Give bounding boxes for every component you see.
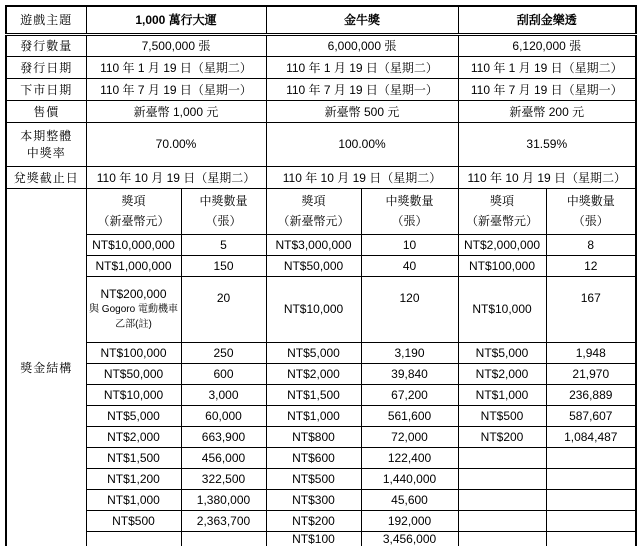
game1-prize-count: 250 <box>181 342 266 363</box>
game1-prize-amount: NT$1,000,000 <box>86 255 181 276</box>
game2-prize-count: 39,840 <box>361 363 458 384</box>
label-issue-date: 發行日期 <box>6 56 86 78</box>
game2-prize-amount: NT$3,000,000 <box>266 234 361 255</box>
game1-prize-count: 2,363,700 <box>181 510 266 531</box>
game3-prize-count <box>546 447 636 468</box>
prize-header-line2: （新臺幣元） <box>277 214 350 228</box>
game2-prize-count: 67,200 <box>361 384 458 405</box>
prize-row-12 <box>6 510 636 531</box>
game3-prize-count: 8 <box>546 234 636 255</box>
game3-prize-amount: NT$2,000,000 <box>458 234 546 255</box>
row-price <box>6 100 636 122</box>
game1-prize-count: 663,900 <box>181 426 266 447</box>
game3-prize-header-amount <box>458 188 546 234</box>
game3-issue-date: 110 年 1 月 19 日（星期二） <box>458 56 636 78</box>
prize-row-5 <box>6 363 636 384</box>
game1-prize-count: 322,500 <box>181 468 266 489</box>
game3-prize-count <box>546 468 636 489</box>
row-prize-header <box>6 188 636 234</box>
game1-delist-date: 110 年 7 月 19 日（星期一） <box>86 78 266 100</box>
game2-redeem-deadline: 110 年 10 月 19 日（星期二） <box>266 166 458 188</box>
game3-quantity: 6,120,000 張 <box>458 34 636 56</box>
game1-prize-amount: NT$10,000,000 <box>86 234 181 255</box>
game2-price: 新臺幣 500 元 <box>266 100 458 122</box>
game2-prize-header-count <box>361 188 458 234</box>
game1-prize-amount: NT$50,000 <box>86 363 181 384</box>
game1-prize-amount: NT$1,500 <box>86 447 181 468</box>
row-game-theme <box>6 6 636 34</box>
game1-prize-amount: NT$2,000 <box>86 426 181 447</box>
game3-prize-amount: NT$200 <box>458 426 546 447</box>
game3-prize-amount <box>458 510 546 531</box>
game1-prize-amount: NT$1,200 <box>86 468 181 489</box>
count-header-line2: （張） <box>572 214 609 228</box>
game3-prize-amount: NT$5,000 <box>458 342 546 363</box>
game2-prize-count: 3,190 <box>361 342 458 363</box>
game2-issue-date: 110 年 1 月 19 日（星期二） <box>266 56 458 78</box>
game1-prize-count: 5 <box>181 234 266 255</box>
game2-prize-count: 3,456,000 <box>361 531 458 546</box>
game2-prize-amount: NT$200 <box>266 510 361 531</box>
game1-prize-count: 3,000 <box>181 384 266 405</box>
game3-prize-header-count <box>546 188 636 234</box>
label-delist-date: 下市日期 <box>6 78 86 100</box>
count-header-line2: （張） <box>205 214 242 228</box>
game2-prize-amount: NT$10,000 <box>266 276 361 342</box>
game3-prize-amount: NT$500 <box>458 405 546 426</box>
row-overall-win-rate <box>6 122 636 166</box>
game3-prize-count: 12 <box>546 255 636 276</box>
game3-prize-count <box>546 276 636 342</box>
game2-prize-amount: NT$100 <box>266 531 361 546</box>
count-header-line2: （張） <box>391 214 428 228</box>
game1-prize-count <box>181 531 266 546</box>
game1-prize-count: 60,000 <box>181 405 266 426</box>
count-value: 167 <box>580 291 601 305</box>
game2-prize-count: 72,000 <box>361 426 458 447</box>
game1-prize-amount: NT$500 <box>86 510 181 531</box>
gogoro-line1: NT$200,000 <box>100 286 167 301</box>
count-value: 20 <box>216 291 231 305</box>
prize-row-13 <box>6 531 636 546</box>
label-game-theme: 遊戲主題 <box>6 6 86 34</box>
game3-prize-amount <box>458 489 546 510</box>
row-issue-quantity <box>6 34 636 56</box>
gogoro-line2: 與 Gogoro 電動機車 <box>89 304 178 316</box>
label-issue-quantity: 發行數量 <box>6 34 86 56</box>
game2-prize-count: 122,400 <box>361 447 458 468</box>
game3-prize-amount: NT$100,000 <box>458 255 546 276</box>
label-overall-win-rate-line1: 本期整體 <box>20 129 73 143</box>
game3-prize-amount <box>458 447 546 468</box>
game2-delist-date: 110 年 7 月 19 日（星期一） <box>266 78 458 100</box>
game3-prize-count: 1,948 <box>546 342 636 363</box>
game2-prize-count: 1,440,000 <box>361 468 458 489</box>
prize-row-3 <box>6 276 636 342</box>
game2-prize-count: 10 <box>361 234 458 255</box>
row-delist-date <box>6 78 636 100</box>
game2-title: 金牛獎 <box>266 6 458 34</box>
game2-prize-header-amount <box>266 188 361 234</box>
game2-prize-amount: NT$300 <box>266 489 361 510</box>
game1-win-rate: 70.00% <box>86 122 266 166</box>
label-price: 售價 <box>6 100 86 122</box>
gogoro-line3: 乙部(註) <box>115 318 152 330</box>
game2-prize-amount: NT$500 <box>266 468 361 489</box>
game1-prize-amount-gogoro <box>86 276 181 342</box>
game1-issue-date: 110 年 1 月 19 日（星期二） <box>86 56 266 78</box>
game3-prize-count: 236,889 <box>546 384 636 405</box>
prize-row-7 <box>6 405 636 426</box>
game2-quantity: 6,000,000 張 <box>266 34 458 56</box>
game1-prize-count <box>181 276 266 342</box>
game3-price: 新臺幣 200 元 <box>458 100 636 122</box>
game1-prize-count: 600 <box>181 363 266 384</box>
game3-redeem-deadline: 110 年 10 月 19 日（星期二） <box>458 166 636 188</box>
game3-prize-amount: NT$10,000 <box>458 276 546 342</box>
game1-prize-amount: NT$10,000 <box>86 384 181 405</box>
game1-prize-header-amount <box>86 188 181 234</box>
prize-header-line2: （新臺幣元） <box>97 214 170 228</box>
game3-prize-count <box>546 510 636 531</box>
game1-price: 新臺幣 1,000 元 <box>86 100 266 122</box>
label-redeem-deadline: 兌獎截止日 <box>6 166 86 188</box>
game2-prize-count: 561,600 <box>361 405 458 426</box>
game3-prize-count: 21,970 <box>546 363 636 384</box>
game1-prize-amount: NT$5,000 <box>86 405 181 426</box>
game1-prize-count: 1,380,000 <box>181 489 266 510</box>
game2-prize-count <box>361 276 458 342</box>
prize-row-10 <box>6 468 636 489</box>
game1-prize-count: 150 <box>181 255 266 276</box>
prize-header-line1: 獎項 <box>490 193 515 208</box>
game2-prize-amount: NT$2,000 <box>266 363 361 384</box>
count-header-line1: 中獎數量 <box>566 193 615 208</box>
game2-prize-amount: NT$800 <box>266 426 361 447</box>
count-header-line1: 中獎數量 <box>199 193 248 208</box>
game2-prize-count: 192,000 <box>361 510 458 531</box>
prize-header-line1: 獎項 <box>121 193 146 208</box>
game1-prize-header-count <box>181 188 266 234</box>
count-header-line1: 中獎數量 <box>385 193 434 208</box>
game1-prize-count: 456,000 <box>181 447 266 468</box>
game3-prize-amount: NT$2,000 <box>458 363 546 384</box>
game1-prize-amount: NT$100,000 <box>86 342 181 363</box>
prize-row-9 <box>6 447 636 468</box>
prize-row-4 <box>6 342 636 363</box>
game3-prize-count <box>546 489 636 510</box>
prize-header-line2: （新臺幣元） <box>466 214 539 228</box>
row-redeem-deadline <box>6 166 636 188</box>
game2-prize-count: 40 <box>361 255 458 276</box>
label-prize-structure: 獎金結構 <box>6 188 86 546</box>
game1-title: 1,000 萬行大運 <box>86 6 266 34</box>
game3-title: 刮刮金樂透 <box>458 6 636 34</box>
prize-row-8 <box>6 426 636 447</box>
game1-redeem-deadline: 110 年 10 月 19 日（星期二） <box>86 166 266 188</box>
game3-prize-count: 1,084,487 <box>546 426 636 447</box>
game3-delist-date: 110 年 7 月 19 日（星期一） <box>458 78 636 100</box>
game3-prize-count: 587,607 <box>546 405 636 426</box>
game3-prize-amount <box>458 468 546 489</box>
game2-prize-amount: NT$600 <box>266 447 361 468</box>
prize-row-11 <box>6 489 636 510</box>
game3-win-rate: 31.59% <box>458 122 636 166</box>
game2-prize-amount: NT$1,500 <box>266 384 361 405</box>
game2-prize-count: 45,600 <box>361 489 458 510</box>
game3-prize-count <box>546 531 636 546</box>
label-overall-win-rate-line2: 中獎率 <box>26 146 66 160</box>
game1-prize-amount <box>86 531 181 546</box>
game2-prize-amount: NT$50,000 <box>266 255 361 276</box>
prize-row-1 <box>6 234 636 255</box>
prize-row-6 <box>6 384 636 405</box>
count-value: 120 <box>399 291 420 305</box>
game1-quantity: 7,500,000 張 <box>86 34 266 56</box>
label-overall-win-rate <box>6 122 86 166</box>
game3-prize-amount <box>458 531 546 546</box>
prize-row-2 <box>6 255 636 276</box>
game2-prize-amount: NT$1,000 <box>266 405 361 426</box>
game2-prize-amount: NT$5,000 <box>266 342 361 363</box>
row-issue-date <box>6 56 636 78</box>
lottery-games-table <box>5 5 637 546</box>
prize-header-line1: 獎項 <box>301 193 326 208</box>
game3-prize-amount: NT$1,000 <box>458 384 546 405</box>
game2-win-rate: 100.00% <box>266 122 458 166</box>
game1-prize-amount: NT$1,000 <box>86 489 181 510</box>
